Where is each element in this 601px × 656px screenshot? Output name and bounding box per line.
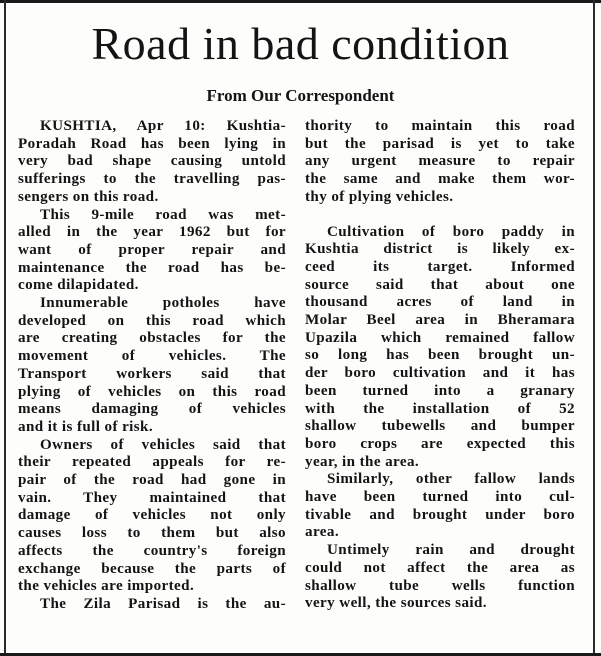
article-text-line: any urgent measure to repair — [305, 153, 575, 170]
article-text-line: the same and make them wor- — [305, 171, 575, 188]
article-column-right — [305, 118, 575, 613]
article-text-line: Innumerable potholes have — [40, 295, 286, 312]
article-text-line: Cultivation of boro paddy in — [327, 223, 575, 240]
article-text-line: but the parisad is yet to take — [305, 135, 575, 152]
article-text-line: with the installation of 52 — [305, 400, 575, 417]
article-text-line: year, in the area. — [305, 453, 420, 470]
article-column-left — [18, 118, 286, 614]
article-text-line: ceed its target. Informed — [305, 258, 575, 275]
clipping-border-top — [0, 0, 601, 3]
article-text-line: so long has been brought un- — [305, 347, 575, 364]
article-text-line: damage of vehicles not only — [18, 507, 286, 524]
article-text-line: very bad shape causing untold — [18, 153, 286, 170]
article-text-line: Similarly, other fallow lands — [327, 471, 575, 488]
article-text-line: source said that about one — [305, 276, 575, 293]
article-text-line: Transport workers said that — [18, 365, 286, 382]
article-text-line: thority to maintain this road — [305, 118, 575, 134]
article-text-line: vain. They maintained that — [18, 489, 286, 506]
article-text-line: tivable and brought under boro — [305, 506, 575, 523]
article-text-line: want of proper repair and — [18, 241, 286, 258]
article-text-line: Untimely rain and drought — [327, 542, 575, 559]
article-text-line: alled in the year 1962 but for — [18, 224, 286, 241]
article-text-line: and it is full of risk. — [18, 418, 154, 435]
article-text-line: Owners of vehicles said that — [40, 436, 286, 453]
article-text-line: shallow tube wells function — [305, 577, 575, 594]
article-text-line: area. — [305, 524, 339, 541]
article-text-line: developed on this road which — [18, 312, 286, 329]
article-text-line: causes loss to them but also — [18, 525, 286, 542]
article-text-line: are creating obstacles for the — [18, 330, 286, 347]
article-text-line: The Zila Parisad is the au- — [40, 595, 286, 612]
article-headline: Road in bad condition — [91, 18, 510, 69]
article-byline: From Our Correspondent — [206, 86, 395, 105]
article-text-line: have been turned into cul- — [305, 489, 575, 506]
article-text-line: KUSHTIA, Apr 10: Kushtia- — [40, 118, 286, 134]
article-text-line: thousand acres of land in — [305, 294, 575, 311]
article-text-line: sengers on this road. — [18, 188, 159, 205]
article-text-line: Upazila which remained fallow — [305, 329, 575, 346]
article-text-line: exchange because the parts of — [18, 560, 286, 577]
article-text-line: This 9-mile road was met- — [40, 206, 286, 223]
article-text-line: very well, the sources said. — [305, 595, 487, 612]
article-text-line: movement of vehicles. The — [18, 348, 286, 365]
article-text-line: sufferings to the travelling pas- — [18, 171, 286, 188]
article-text-line: boro crops are expected this — [305, 435, 575, 452]
article-text-line: the vehicles are imported. — [18, 578, 195, 595]
article-text-line: pair of the road had gone in — [18, 472, 286, 489]
article-text-line: plying of vehicles on this road — [18, 383, 286, 400]
article-text-line — [305, 207, 575, 224]
article-text-line: der boro cultivation and it has — [305, 365, 575, 382]
article-text-line: maintenance the road has be- — [18, 259, 286, 276]
article-text-line: means damaging of vehicles — [18, 401, 286, 418]
article-text-line: shallow tubewells and bumper — [305, 418, 575, 435]
article-text-line: come dilapidated. — [18, 277, 139, 294]
article-text-line: Molar Beel area in Bheramara — [305, 312, 575, 329]
article-text-line: Kushtia district is likely ex- — [305, 241, 575, 258]
article-text-line: could not affect the area as — [305, 559, 575, 576]
article-text-line: been turned into a granary — [305, 382, 575, 399]
article-text-line: thy of plying vehicles. — [305, 188, 454, 205]
article-text-line: affects the country's foreign — [18, 542, 286, 559]
article-text-line: their repeated appeals for re- — [18, 454, 286, 471]
article-text-line: Poradah Road has been lying in — [18, 135, 286, 152]
